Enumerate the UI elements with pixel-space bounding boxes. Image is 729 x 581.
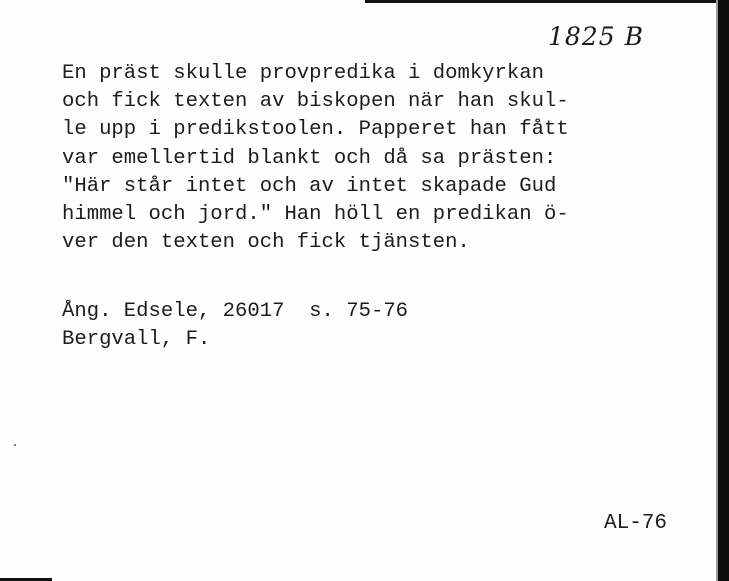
tale-text (62, 60, 652, 257)
source-collector: Bergvall, F. (62, 328, 211, 352)
source-place: Ång. Edsele, 26017 s. 75-76 (62, 300, 409, 323)
tale-line: En präst skulle provpredika i domkyrkan (62, 62, 544, 85)
card-top-edge (365, 0, 729, 3)
card-right-edge (718, 0, 729, 581)
tale-line: himmel och jord." Han höll en predikan ö- (62, 203, 569, 227)
tale-line: ver den texten och fick tjänsten. (62, 231, 470, 255)
tale-line: var emellertid blankt och då sa prästen: (62, 146, 557, 170)
tale-line: "Här står intet och av intet skapade Gud (62, 174, 557, 198)
source-reference (62, 298, 408, 354)
catalog-code: AL-76 (604, 512, 668, 535)
handwritten-record-number: 1825 B (548, 22, 644, 51)
tale-line: le upp i predikstoolen. Papperet han fått (62, 118, 569, 142)
ink-speck (14, 444, 16, 446)
tale-line: och fick texten av biskopen när han skul- (62, 90, 569, 114)
